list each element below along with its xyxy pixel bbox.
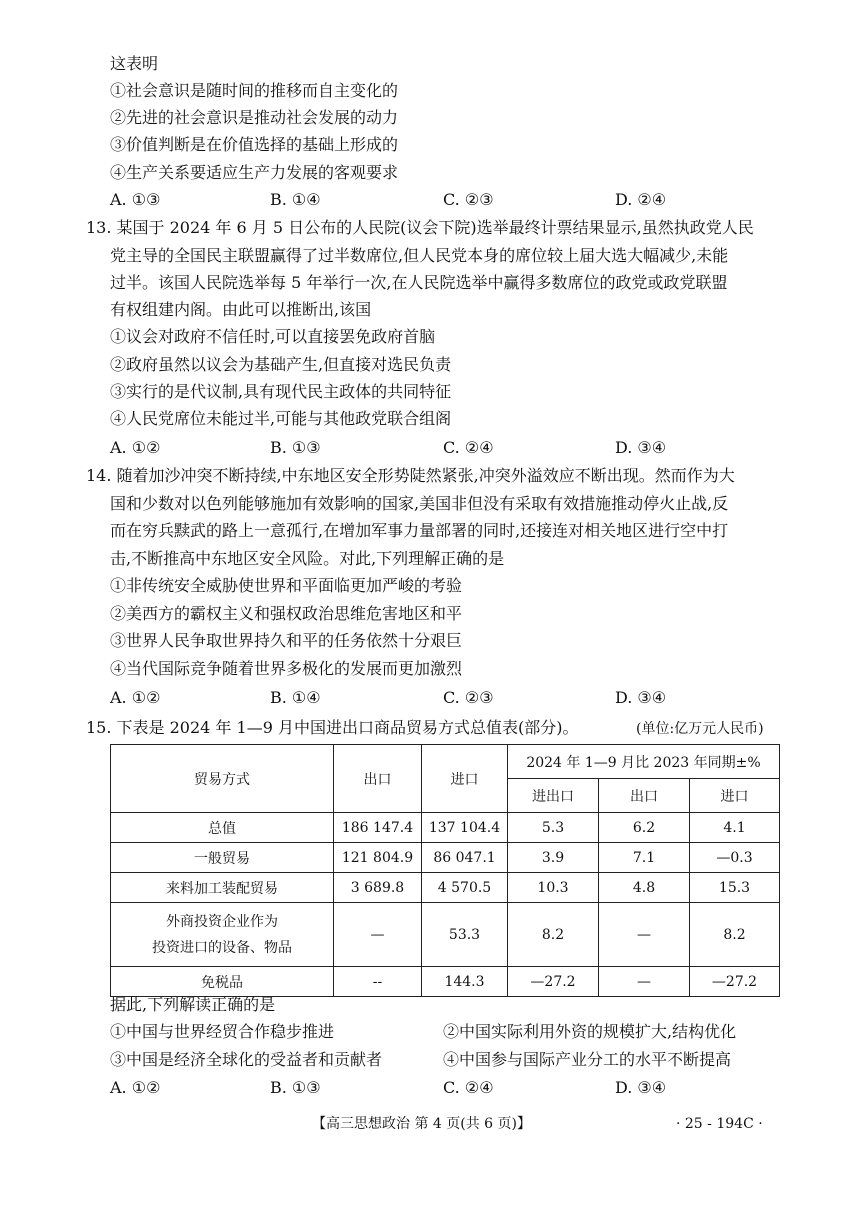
q12-intro: 这表明 xyxy=(110,54,159,73)
cell-export: 3 689.8 xyxy=(334,873,422,903)
cell-mode: 一般贸易 xyxy=(111,843,334,873)
cell-export: 121 804.9 xyxy=(334,843,422,873)
cell-yoy-import: 4.1 xyxy=(690,813,780,843)
cell-yoy-total: 3.9 xyxy=(508,843,599,873)
table-row xyxy=(111,873,780,903)
q13-options xyxy=(110,438,750,458)
cell-mode: 总值 xyxy=(111,813,334,843)
cell-import: 4 570.5 xyxy=(422,873,508,903)
q13-stem-2: 党主导的全国民主联盟赢得了过半数席位,但人民党本身的席位较上届大选大幅减少,未能 xyxy=(110,246,729,265)
cell-import: 86 047.1 xyxy=(422,843,508,873)
q14-option-b: B. ①④ xyxy=(270,688,321,707)
exam-code: · 25 - 194C · xyxy=(676,1116,763,1132)
q15-question: 据此,下列解读正确的是 xyxy=(110,995,276,1014)
q15-stem: 15. 下表是 2024 年 1—9 月中国进出口商品贸易方式总值表(部分)。 xyxy=(86,718,579,737)
q14-item-3: ③世界人民争取世界持久和平的任务依然十分艰巨 xyxy=(110,631,463,650)
q14-stem-4: 击,不断推高中东地区安全风险。对此,下列理解正确的是 xyxy=(110,549,505,568)
cell-yoy-import: —27.2 xyxy=(690,967,780,997)
q13-item-1: ①议会对政府不信任时,可以直接罢免政府首脑 xyxy=(110,327,436,346)
th-export: 出口 xyxy=(334,745,422,813)
q15-item-3: ③中国是经济全球化的受益者和贡献者 xyxy=(110,1050,383,1069)
cell-yoy-export: 7.1 xyxy=(599,843,690,873)
cell-yoy-total: 5.3 xyxy=(508,813,599,843)
q14-stem-3: 而在穷兵黩武的路上一意孤行,在增加军事力量部署的同时,还接连对相关地区进行空中打 xyxy=(110,521,729,540)
table-row xyxy=(111,813,780,843)
q13-option-b: B. ①③ xyxy=(270,438,321,457)
cell-yoy-import: 8.2 xyxy=(690,903,780,967)
q13-option-d: D. ③④ xyxy=(615,438,667,457)
cell-import: 53.3 xyxy=(422,903,508,967)
cell-yoy-export: 4.8 xyxy=(599,873,690,903)
q12-options xyxy=(110,190,750,210)
cell-import: 144.3 xyxy=(422,967,508,997)
q13-item-4: ④人民党席位未能过半,可能与其他政党联合组阁 xyxy=(110,409,452,428)
cell-yoy-import: 15.3 xyxy=(690,873,780,903)
q14-item-4: ④当代国际竞争随着世界多极化的发展而更加激烈 xyxy=(110,659,463,678)
q13-stem-4: 有权组建内阁。由此可以推断出,该国 xyxy=(110,300,372,319)
q14-stem-1: 14. 随着加沙冲突不断持续,中东地区安全形势陡然紧张,冲突外溢效应不断出现。然而作为大 xyxy=(86,466,735,485)
q12-item-3: ③价值判断是在价值选择的基础上形成的 xyxy=(110,135,399,154)
cell-yoy-total: 8.2 xyxy=(508,903,599,967)
q15-item-2: ②中国实际利用外资的规模扩大,结构优化 xyxy=(443,1022,737,1041)
table-row xyxy=(111,843,780,873)
page-footer: 【高三思想政治 第 4 页(共 6 页)】 xyxy=(312,1116,531,1132)
q14-option-d: D. ③④ xyxy=(615,688,667,707)
th-yoy-group: 2024 年 1—9 月比 2023 年同期±% xyxy=(508,745,780,779)
cell-mode: 外商投资企业作为 投资进口的设备、物品 xyxy=(111,903,334,967)
th-yoy-export: 出口 xyxy=(599,779,690,813)
q12-item-4: ④生产关系要适应生产力发展的客观要求 xyxy=(110,163,399,182)
q14-options xyxy=(110,688,750,708)
th-trade-mode: 贸易方式 xyxy=(111,745,334,813)
q12-option-a: A. ①③ xyxy=(110,190,161,209)
cell-yoy-total: 10.3 xyxy=(508,873,599,903)
table-row xyxy=(111,967,780,997)
q14-stem-2: 国和少数对以色列能够施加有效影响的国家,美国非但没有采取有效措施推动停火止战,反 xyxy=(110,494,729,513)
cell-yoy-export: 6.2 xyxy=(599,813,690,843)
q12-item-2: ②先进的社会意识是推动社会发展的动力 xyxy=(110,108,399,127)
cell-mode: 来料加工装配贸易 xyxy=(111,873,334,903)
cell-yoy-export: — xyxy=(599,967,690,997)
cell-export: 186 147.4 xyxy=(334,813,422,843)
q13-item-3: ③实行的是代议制,具有现代民主政体的共同特征 xyxy=(110,382,452,401)
q13-stem-1: 13. 某国于 2024 年 6 月 5 日公布的人民院(议会下院)选举最终计票结果显示,虽然执政党人民 xyxy=(86,218,754,237)
q15-item-1: ①中国与世界经贸合作稳步推进 xyxy=(110,1022,335,1041)
q14-option-a: A. ①② xyxy=(110,688,161,707)
q15-item-4: ④中国参与国际产业分工的水平不断提高 xyxy=(443,1050,732,1069)
q13-option-a: A. ①② xyxy=(110,438,161,457)
q12-item-1: ①社会意识是随时间的推移而自主变化的 xyxy=(110,81,399,100)
cell-yoy-export: — xyxy=(599,903,690,967)
q13-option-c: C. ②④ xyxy=(443,438,494,457)
q14-item-2: ②美西方的霸权主义和强权政治思维危害地区和平 xyxy=(110,604,463,623)
q15-unit: (单位:亿万元人民币) xyxy=(636,721,764,737)
q14-option-c: C. ②③ xyxy=(443,688,494,707)
q15-option-c: C. ②④ xyxy=(443,1078,494,1097)
th-import: 进口 xyxy=(422,745,508,813)
q12-option-c: C. ②③ xyxy=(443,190,494,209)
q12-option-b: B. ①④ xyxy=(270,190,321,209)
q15-option-b: B. ①③ xyxy=(270,1078,321,1097)
cell-yoy-total: —27.2 xyxy=(508,967,599,997)
q12-option-d: D. ②④ xyxy=(615,190,667,209)
th-yoy-total: 进出口 xyxy=(508,779,599,813)
q14-item-1: ①非传统安全威胁使世界和平面临更加严峻的考验 xyxy=(110,576,463,595)
cell-import: 137 104.4 xyxy=(422,813,508,843)
cell-export: — xyxy=(334,903,422,967)
table-row xyxy=(111,903,780,967)
q15-option-a: A. ①② xyxy=(110,1078,161,1097)
q15-options xyxy=(110,1078,750,1098)
cell-mode: 免税品 xyxy=(111,967,334,997)
q13-stem-3: 过半。该国人民院选举每 5 年举行一次,在人民院选举中赢得多数席位的政党或政党联盟 xyxy=(110,273,728,292)
trade-table xyxy=(110,744,780,997)
cell-export: -- xyxy=(334,967,422,997)
th-yoy-import: 进口 xyxy=(690,779,780,813)
q15-option-d: D. ③④ xyxy=(615,1078,667,1097)
cell-yoy-import: —0.3 xyxy=(690,843,780,873)
q13-item-2: ②政府虽然以议会为基础产生,但直接对选民负责 xyxy=(110,355,452,374)
